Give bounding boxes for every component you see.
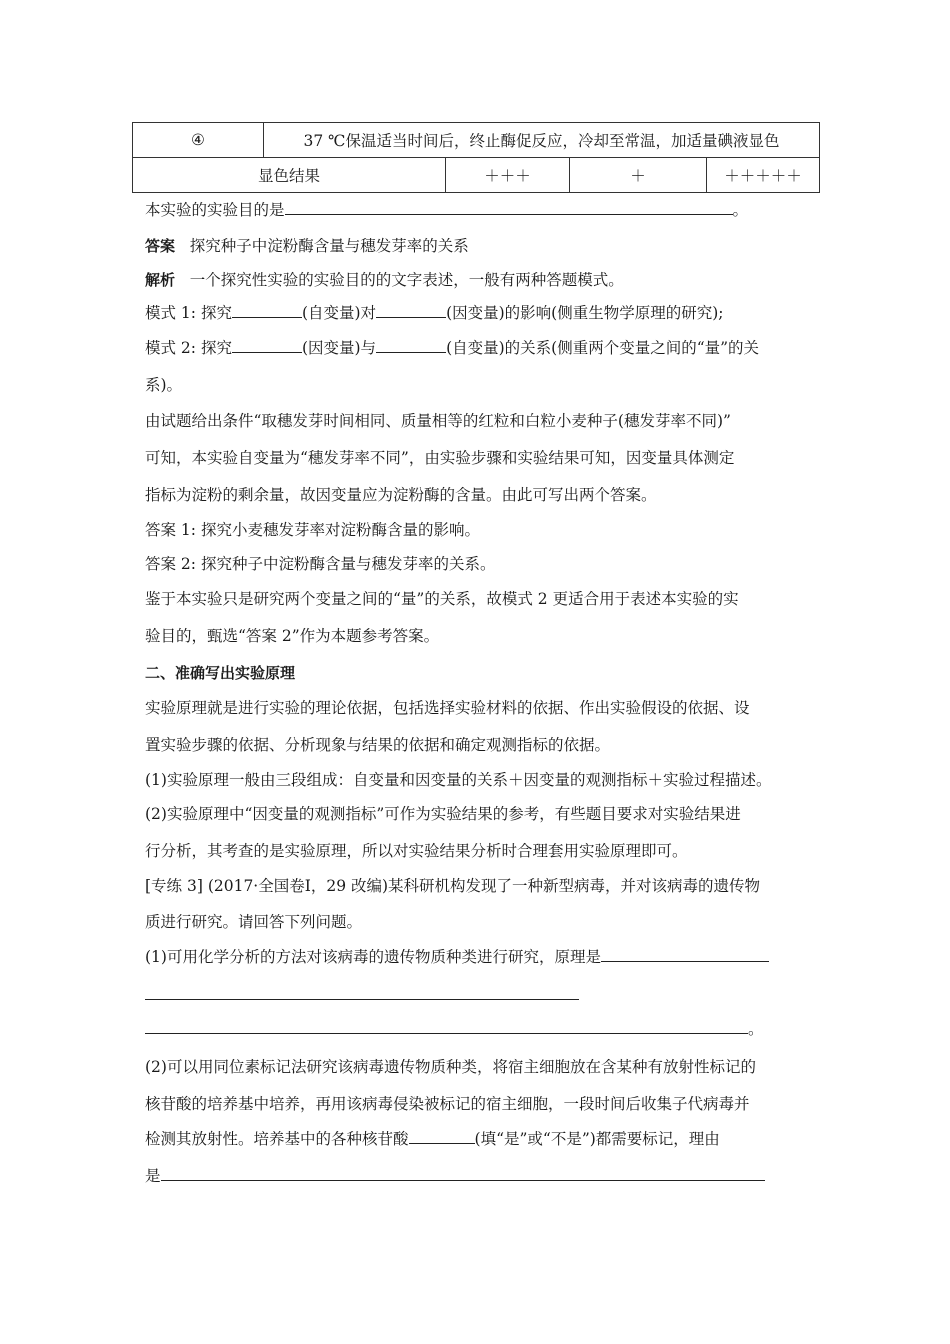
question-2-reason-line bbox=[145, 1165, 765, 1187]
paragraph-line: (1)实验原理一般由三段组成：自变量和因变量的关系＋因变量的观测指标＋实验过程描述。 bbox=[145, 771, 772, 789]
step-number-cell: ④ bbox=[133, 123, 264, 158]
mode-1-mid: (自变量)对 bbox=[301, 304, 377, 322]
step-description-cell: 37 ℃保温适当时间后，终止酶促反应，冷却至常温，加适量碘液显色 bbox=[264, 123, 820, 158]
answer-blank[interactable] bbox=[285, 199, 733, 215]
question-2-line bbox=[145, 1128, 720, 1150]
question-2-text-end: (填“是”或“不是”)都需要标记，理由 bbox=[474, 1130, 720, 1148]
blank bbox=[376, 302, 446, 318]
experiment-table bbox=[132, 122, 820, 193]
paragraph-line: (2)可以用同位素标记法研究该病毒遗传物质种类，将宿主细胞放在含某种有放射性标记的 bbox=[145, 1058, 756, 1076]
question-1-line bbox=[145, 946, 769, 968]
purpose-question-text: 本实验的实验目的是 bbox=[145, 201, 285, 219]
period: 。 bbox=[748, 1020, 764, 1038]
paragraph-line: 核苷酸的培养基中培养，再用该病毒侵染被标记的宿主细胞，一段时间后收集子代病毒并 bbox=[145, 1095, 750, 1113]
analysis-text: 一个探究性实验的实验目的的文字表述，一般有两种答题模式。 bbox=[189, 271, 624, 289]
question-2-text: 检测其放射性。培养基中的各种核苷酸 bbox=[145, 1130, 409, 1148]
mode-1-end: (因变量)的影响(侧重生物学原理的研究); bbox=[446, 304, 724, 322]
mode-1-line bbox=[145, 302, 723, 324]
paragraph-line: 鉴于本实验只是研究两个变量之间的“量”的关系，故模式 2 更适合用于表述本实验的实 bbox=[145, 590, 739, 608]
exercise-text: (2017·全国卷Ⅰ，29 改编)某科研机构发现了一种新型病毒，并对该病毒的遗传物 bbox=[202, 877, 761, 895]
reason-prefix: 是 bbox=[145, 1167, 161, 1185]
result-cell-3: ＋＋＋＋＋ bbox=[707, 158, 820, 193]
blank bbox=[376, 337, 446, 353]
section-heading: 二、准确写出实验原理 bbox=[145, 664, 296, 682]
paragraph-line: 行分析，其考查的是实验原理，所以对实验结果分析时合理套用实验原理即可。 bbox=[145, 842, 688, 860]
paragraph-line: 由试题给出条件“取穗发芽时间相同、质量相等的红粒和白粒小麦种子(穗发芽率不同)” bbox=[145, 412, 731, 430]
paragraph-line: 指标为淀粉的剩余量，故因变量应为淀粉酶的含量。由此可写出两个答案。 bbox=[145, 486, 657, 504]
blank bbox=[232, 337, 302, 353]
mode-2-cont: 系)。 bbox=[145, 376, 183, 394]
mode-2-start: 模式 2: 探究 bbox=[145, 339, 232, 357]
paragraph-line: 实验原理就是进行实验的理论依据，包括选择实验材料的依据、作出实验假设的依据、设 bbox=[145, 699, 750, 717]
paragraph-line: 可知，本实验自变量为“穗发芽率不同”，由实验步骤和实验结果可知，因变量具体测定 bbox=[145, 449, 735, 467]
answer-text: 探究种子中淀粉酶含量与穗发芽率的关系 bbox=[189, 237, 469, 255]
answer-line bbox=[145, 235, 469, 257]
paragraph-line: 质进行研究。请回答下列问题。 bbox=[145, 913, 363, 931]
mode-2-end: (自变量)的关系(侧重两个变量之间的“量”的关 bbox=[446, 339, 760, 357]
period: 。 bbox=[732, 201, 749, 219]
exercise-3-line bbox=[145, 875, 760, 897]
paragraph-line: 验目的，甄选“答案 2”作为本题参考答案。 bbox=[145, 627, 440, 645]
answer-blank[interactable] bbox=[601, 946, 769, 962]
answer-2-line: 答案 2: 探究种子中淀粉酶含量与穗发芽率的关系。 bbox=[145, 555, 496, 573]
exercise-label: [专练 3] bbox=[145, 877, 203, 895]
result-label-cell: 显色结果 bbox=[133, 158, 446, 193]
answer-blank[interactable] bbox=[161, 1165, 765, 1181]
mode-1-start: 模式 1: 探究 bbox=[145, 304, 232, 322]
blank bbox=[232, 302, 302, 318]
mode-2-mid: (因变量)与 bbox=[301, 339, 377, 357]
paragraph-line: (2)实验原理中“因变量的观测指标”可作为实验结果的参考，有些题目要求对实验结果进 bbox=[145, 805, 741, 823]
table-row bbox=[133, 123, 820, 158]
analysis-label: 解析 bbox=[145, 271, 176, 289]
purpose-question bbox=[145, 199, 748, 221]
result-cell-1: ＋＋＋ bbox=[446, 158, 570, 193]
analysis-line bbox=[145, 269, 624, 291]
answer-label: 答案 bbox=[145, 237, 176, 255]
table-row bbox=[133, 158, 820, 193]
question-1-text: (1)可用化学分析的方法对该病毒的遗传物质种类进行研究，原理是 bbox=[145, 948, 601, 966]
paragraph-line: 置实验步骤的依据、分析现象与结果的依据和确定观测指标的依据。 bbox=[145, 736, 611, 754]
result-cell-2: ＋ bbox=[570, 158, 707, 193]
answer-line-blank[interactable] bbox=[145, 999, 579, 1000]
answer-blank[interactable] bbox=[145, 1018, 748, 1034]
answer-blank[interactable] bbox=[409, 1128, 475, 1144]
mode-2-line bbox=[145, 337, 759, 359]
answer-1-line: 答案 1: 探究小麦穗发芽率对淀粉酶含量的影响。 bbox=[145, 521, 480, 539]
answer-blank-row bbox=[145, 1018, 764, 1040]
